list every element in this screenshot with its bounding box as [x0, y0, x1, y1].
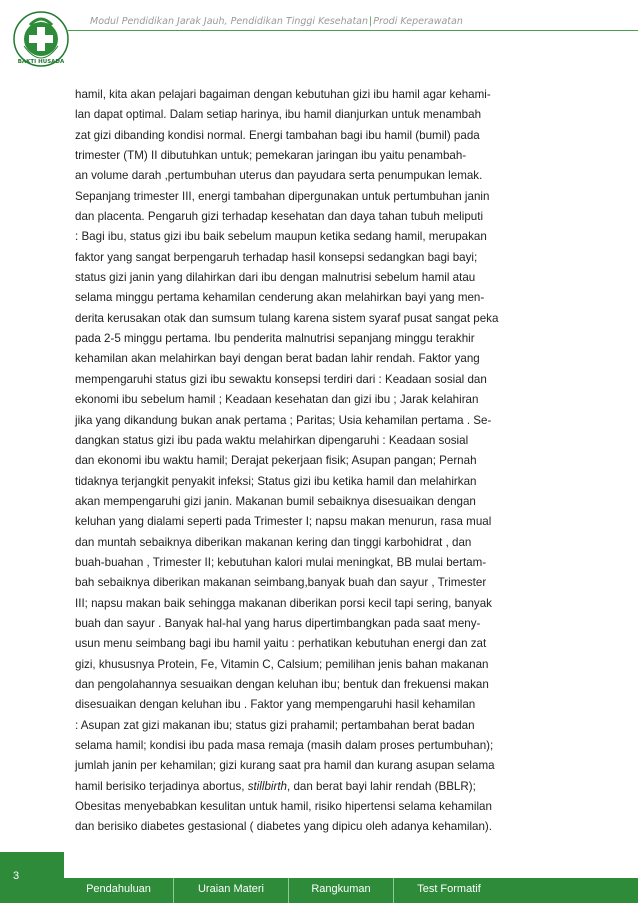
page-number: 3 — [13, 870, 20, 882]
running-header — [90, 16, 463, 27]
header-program: Prodi Keperawatan — [373, 16, 463, 27]
body-paragraph — [75, 85, 531, 838]
nav-test-formatif[interactable]: Test Formatif — [417, 883, 481, 895]
nav-rangkuman[interactable]: Rangkuman — [289, 878, 394, 903]
nav-uraian-materi[interactable]: Uraian Materi — [174, 878, 289, 903]
italic-term: stillbirth — [247, 779, 288, 793]
header-rule — [66, 30, 638, 31]
bakti-husada-logo — [12, 8, 70, 70]
body-text-part-2: , dan berat bayi lahir rendah (BBLR); Obesitas menyebabkan kesulitan untuk hamil, risiko hipertensi selama kehamilan dan berisiko diabetes gestasional ( diabetes yang dipicu oleh adanya kehamilan). — [75, 779, 493, 834]
page-number-tab — [0, 852, 64, 903]
header-title: Modul Pendidikan Jarak Jauh, Pendidikan Tinggi Kesehatan — [90, 16, 369, 27]
nav-pendahuluan[interactable]: Pendahuluan — [64, 878, 174, 903]
body-text-part-1: hamil, kita akan pelajari bagaiman dengan kebutuhan gizi ibu hamil agar kehami- lan dapat optimal. Dalam setiap harinya, ibu hamil dianjurkan untuk menambah zat gizi dibanding kondisi normal. Energi tambahan bagi ibu hamil (bumil) pada trimester (TM) II dibutuhkan untuk; pemekaran jaringan ibu yaitu penambah- an volume darah ,pertumbuhan uterus dan payudara serta penumpukan lemak. Sepanjang trimester III, energi tambahan dipergunakan untuk pertumbuhan janin dan placenta. Pengaruh gizi terhadap kesehatan dan daya tahan tubuh meliputi : Bagi ibu, status gizi ibu baik sebelum maupun ketika sedang hamil, merupakan faktor yang sangat berpengaruh terhadap hasil konsepsi sedangkan bagi bayi; status gizi janin yang dilahirkan dari ibu dengan malnutrisi sebelum hamil atau selama minggu pertama kehamilan cenderung akan melahirkan bayi yang men- derita kerusakan otak dan sumsum tulang karena sistem syaraf pusat sangat peka pada 2-5 minggu pertama. Ibu penderita malnutrisi sepanjang minggu terakhir kehamilan akan melahirkan bayi dengan berat badan lahir rendah. Faktor yang mempengaruhi status gizi ibu sewaktu konsepsi terdiri dari : Keadaan sosial dan ekonomi ibu sebelum hamil ; Keadaan kesehatan dan gizi ibu ; Jarak kelahiran jika yang dikandung bukan anak pertama ; Paritas; Usia kehamilan pertama . Se- dangkan status gizi ibu pada waktu melahirkan dipengaruhi : Keadaan sosial dan ekonomi ibu waktu hamil; Derajat pekerjaan fisik; Asupan pangan; Pernah tidaknya terjangkit penyakit infeksi; Status gizi ibu ketika hamil dan melahirkan akan mempengaruhi gizi janin. Makanan bumil sebaiknya disesuaikan dengan keluhan yang dialami seperti pada Trimester I; napsu makan menurun, rasa mual dan muntah sebaiknya diberikan makanan kering dan tinggi karbohidrat , dan buah-buahan , Trimester II; kebutuhan kalori mulai meningkat, BB mulai bertam- bah sebaiknya diberikan makanan seimbang,banyak buah dan sayur , Trimester III; napsu makan baik sehingga makanan diberikan porsi kecil tapi sering, banyak buah dan sayur . Banyak hal-hal yang harus dipertimbangkan pada saat meny- usun menu seimbang bagi ibu hamil yaitu : perhatikan kebutuhan energi dan zat gizi, khususnya Protein, Fe, Vitamin C, Calsium; pemilihan jenis bahan makanan dan pengolahannya sesuaikan dengan keluhan ibu; bentuk dan frekuensi makan disesuaikan dengan keluhan ibu . Faktor yang mempengaruhi hasil kehamilan : Asupan zat gizi makanan ibu; status gizi prahamil; pertambahan berat badan selama hamil; kondisi ibu pada masa remaja (masih dalam proses pertumbuhan); jumlah janin per kehamilan; gizi kurang saat pra hamil dan kurang asupan selama hamil berisiko terjadinya abortus, — [75, 88, 499, 793]
header-separator: | — [369, 16, 373, 27]
logo-text: BAKTI HUSADA — [17, 59, 65, 65]
